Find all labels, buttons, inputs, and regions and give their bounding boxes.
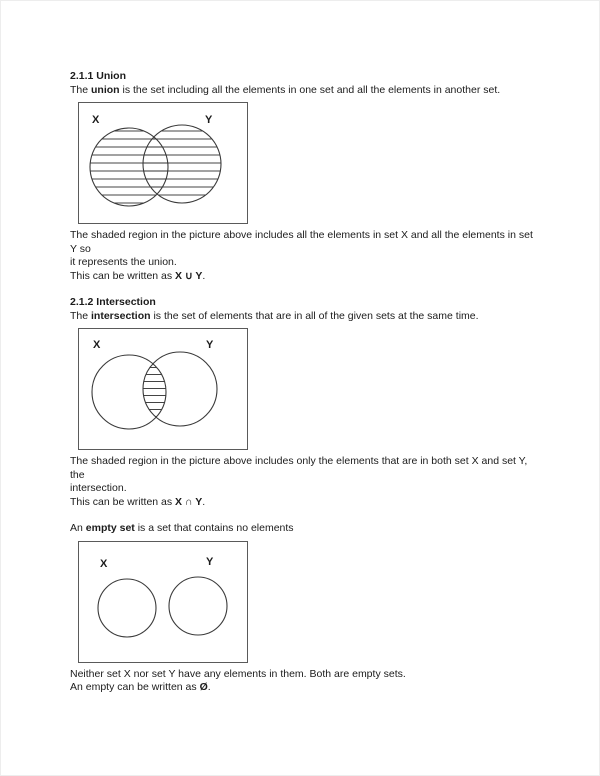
intersection-intro-pre: The <box>70 309 92 322</box>
section-empty-set <box>70 522 535 695</box>
empty-intro-post: is a set that contains no elements <box>134 522 294 534</box>
intersection-notation-symbol: X ∩ Y <box>175 495 203 508</box>
intersection-intro <box>70 310 535 324</box>
empty-notation-symbol: Ø <box>199 681 208 693</box>
intersection-venn-diagram <box>78 328 248 450</box>
union-intro-post: is the set including all the elements in one set and all the elements in another set. <box>119 83 501 96</box>
intersection-notation-pre: This can be written as <box>70 495 176 508</box>
set-y-label: Y <box>206 339 214 351</box>
empty-sets-svg <box>79 542 247 662</box>
document-page <box>70 70 535 695</box>
set-y-circle <box>143 125 221 203</box>
empty-set-notation <box>70 681 535 695</box>
set-y-circle <box>169 577 227 635</box>
union-venn-svg <box>79 103 247 223</box>
set-x-label: X <box>93 339 101 351</box>
empty-set-intro <box>70 522 535 536</box>
union-intro-bold: union <box>91 83 120 96</box>
union-notation-symbol: X ∪ Y <box>175 269 203 282</box>
union-heading: 2.1.1 Union <box>70 70 127 82</box>
union-notation-post: . <box>202 269 206 282</box>
empty-notation-pre: An empty can be written as <box>70 681 200 693</box>
section-union <box>70 70 535 283</box>
union-caption-line1: The shaded region in the picture above includes all the elements in set X and all the elements in set Y so <box>70 229 533 255</box>
intersection-caption-line2: intersection. <box>70 482 127 494</box>
intersection-intro-post: is the set of elements that are in all of the given sets at the same time. <box>150 309 479 322</box>
set-x-circle <box>98 579 156 637</box>
empty-intro-pre: An <box>70 522 86 534</box>
set-y-label: Y <box>205 114 213 126</box>
union-intro-pre: The <box>70 83 92 96</box>
intersection-notation <box>70 496 535 510</box>
union-caption-line2: it represents the union. <box>70 256 177 268</box>
empty-intro-bold: empty set <box>85 522 135 534</box>
union-caption <box>70 229 535 270</box>
intersection-notation-post: . <box>202 495 206 508</box>
empty-sets-diagram <box>78 541 248 663</box>
section-intersection <box>70 296 535 509</box>
set-x-label: X <box>92 114 100 126</box>
intersection-heading: 2.1.2 Intersection <box>70 296 156 308</box>
intersection-caption <box>70 455 535 496</box>
set-y-label: Y <box>206 555 214 568</box>
empty-notation-post: . <box>207 681 211 693</box>
union-notation <box>70 270 535 284</box>
union-venn-diagram <box>78 102 248 224</box>
intersection-venn-svg <box>79 329 247 449</box>
union-intro <box>70 84 535 98</box>
intersection-caption-line1: The shaded region in the picture above includes only the elements that are in both set X and set Y, the <box>70 455 528 481</box>
union-notation-pre: This can be written as <box>70 269 176 282</box>
set-x-label: X <box>100 557 108 570</box>
empty-set-caption: Neither set X nor set Y have any elements in them. Both are empty sets. <box>70 667 406 680</box>
intersection-intro-bold: intersection <box>91 309 151 322</box>
